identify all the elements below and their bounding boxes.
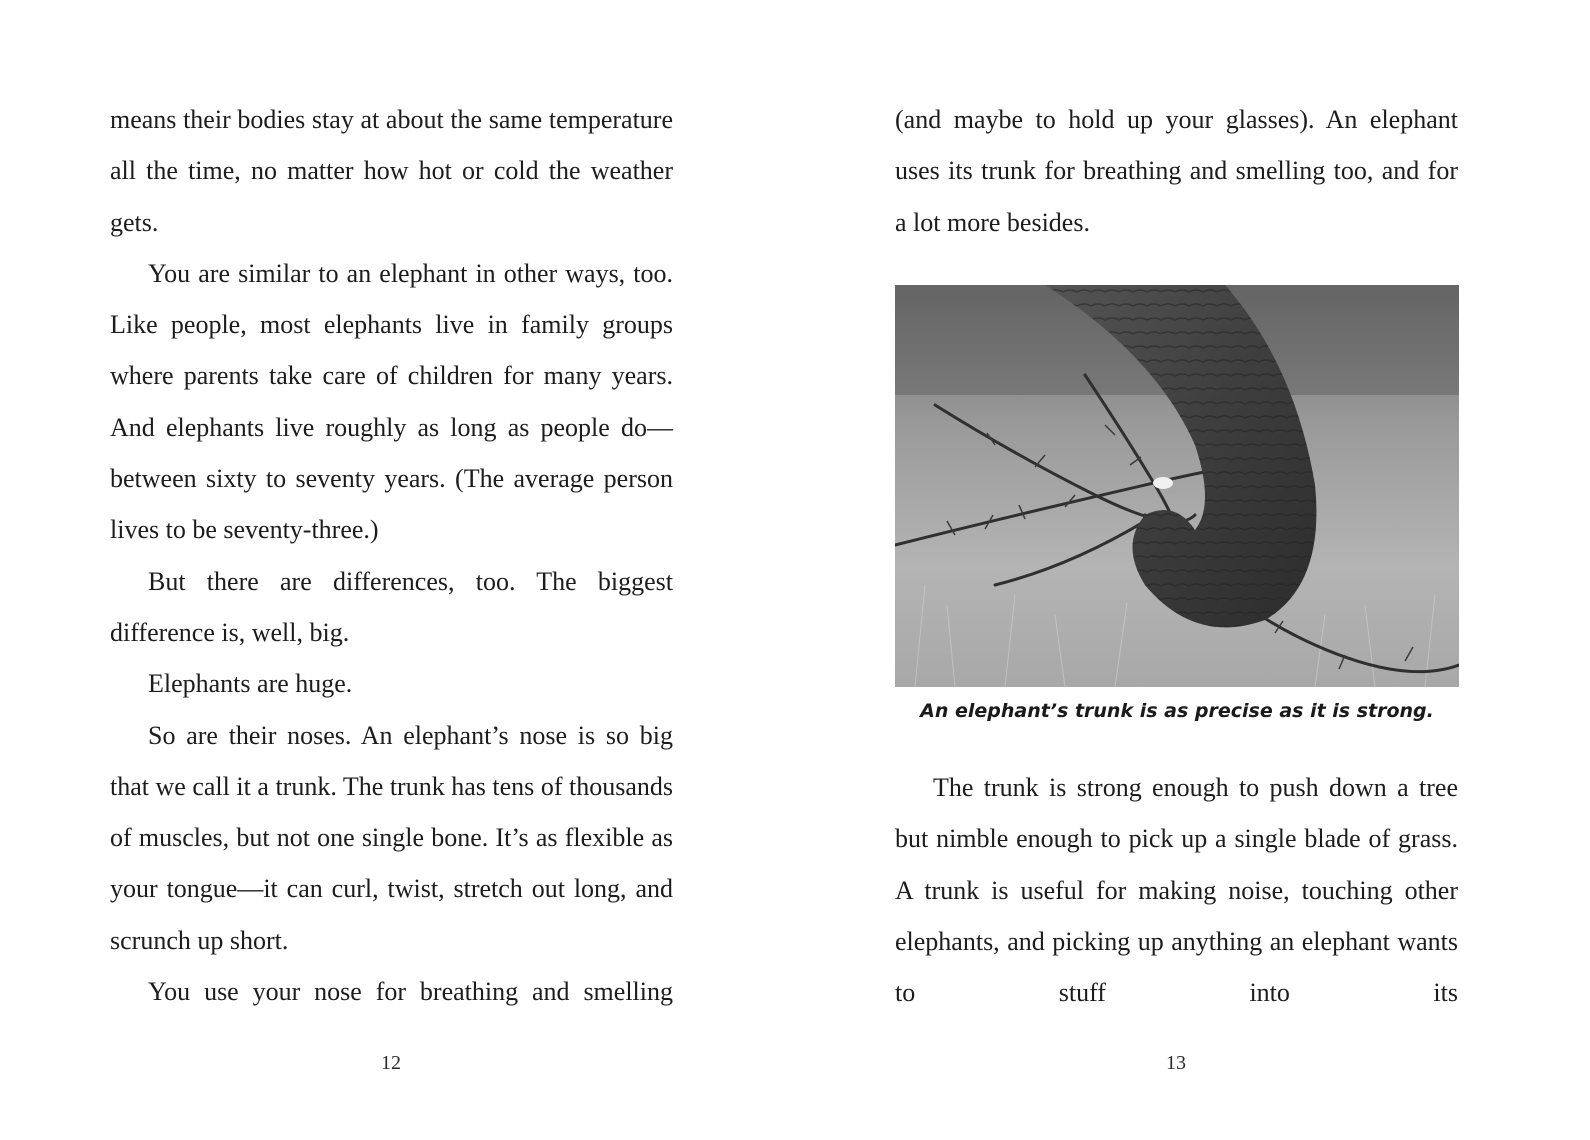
paragraph: Elephants are huge.: [148, 669, 353, 699]
elephant-trunk-photo: [895, 285, 1459, 687]
paragraph: So are their noses. An elephant’s nose is so big that we call it a trunk. The trunk has tens of thousands of muscles, but not one single bone. It’s as flexible as your tongue—it can curl, twist, stretch out long, and scrunch up short.: [110, 720, 673, 955]
paragraph: means their bodies stay at about the same temperature all the time, no matter how hot or cold the weather gets.: [110, 105, 673, 237]
paragraph: But there are differences, too. The biggest difference is, well, big.: [110, 566, 673, 647]
right-page: [795, 0, 1590, 1140]
paragraph: You are similar to an elephant in other ways, too. Like people, most elephants live in family groups where parents take care of children for many years. And elephants live roughly as long as people do—between sixty to seventy years. (The average person lives to be seventy-three.): [110, 258, 673, 545]
paragraph: (and maybe to hold up your glasses). An elephant uses its trunk for breathing and smelling too, and for a lot more besides.: [895, 105, 1458, 237]
left-text-column: [110, 94, 673, 1017]
right-text-column-bottom: [895, 762, 1458, 1018]
photo-caption: An elephant’s trunk is as precise as it is strong.: [920, 700, 1434, 722]
paragraph: The trunk is strong enough to push down a tree but nimble enough to pick up a single blade of grass. A trunk is useful for making noise, touching other elephants, and picking up anything an elephant wants to stuff into its: [895, 773, 1458, 1008]
right-text-column-top: [895, 94, 1458, 248]
paragraph: You use your nose for breathing and smelling: [148, 977, 673, 1007]
page-number: 13: [1166, 1052, 1186, 1074]
page-number: 12: [381, 1052, 401, 1074]
